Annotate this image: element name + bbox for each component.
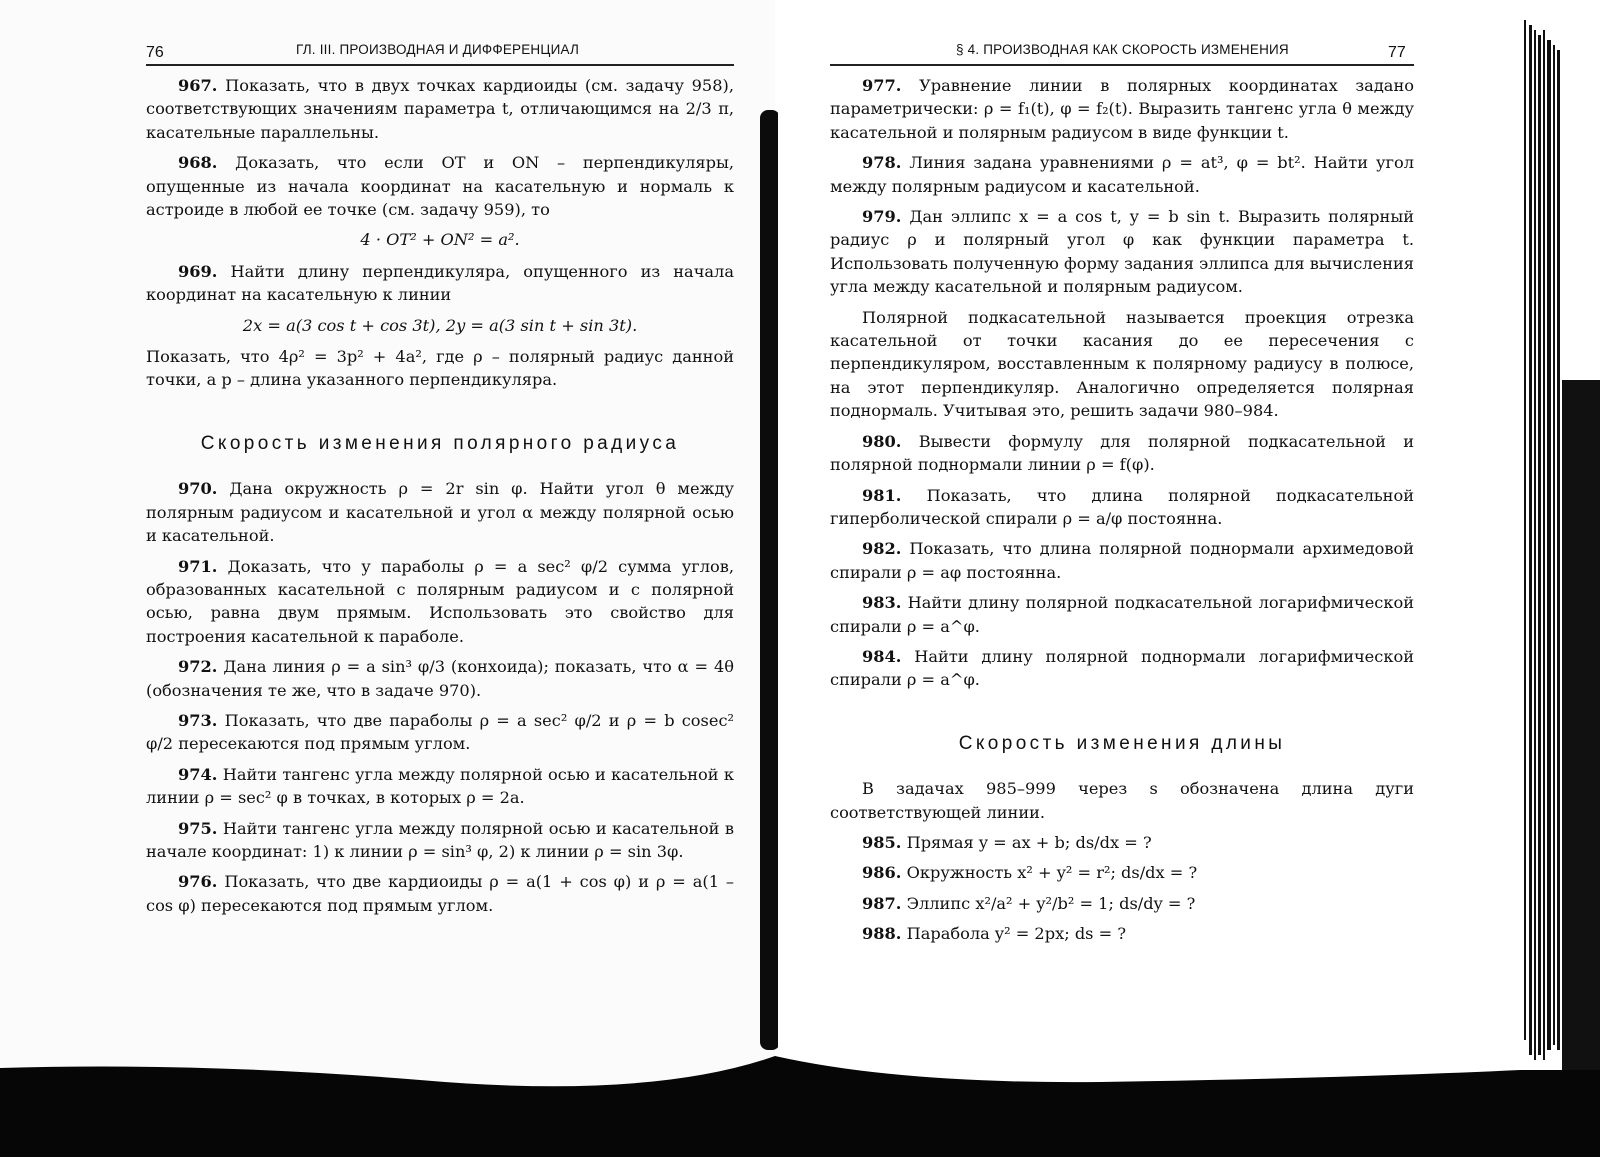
paragraph-text: Дан эллипс x = a cos t, y = b sin t. Выразить полярный радиус ρ и полярный угол φ как функции параметра t. Использовать полученную форму задания эллипса для вычисления угла между касательной и полярным радиусом.: [830, 207, 1414, 297]
problem-paragraph: [830, 645, 1414, 692]
problem-paragraph: [830, 205, 1414, 299]
problem-number: 980.: [862, 431, 902, 451]
paragraph-text: Прямая y = ax + b; ds/dx = ?: [901, 832, 1152, 852]
display-formula: 4 · OT² + ON² = a².: [360, 230, 520, 250]
problem-paragraph: [146, 709, 734, 756]
problem-paragraph: [830, 831, 1414, 854]
problem-number: 984.: [862, 646, 902, 666]
problem-number: 968.: [178, 153, 218, 173]
text-paragraph: [146, 345, 734, 392]
left-running-header: ГЛ. III. ПРОИЗВОДНАЯ И ДИФФЕРЕНЦИАЛ: [296, 42, 580, 57]
display-formula: 2x = a(3 cos t + cos 3t), 2y = a(3 sin t + sin 3t).: [242, 315, 638, 335]
paragraph-text: Найти длину полярной поднормали логарифмической спирали ρ = a^φ.: [830, 646, 1414, 690]
paragraph-text: Показать, что две параболы ρ = a sec² φ/2 и ρ = b cosec² φ/2 пересекаются под прямым углом.: [146, 710, 734, 754]
problem-number: 973.: [178, 710, 218, 730]
problem-paragraph: [146, 477, 734, 547]
left-page: [0, 0, 775, 1157]
problem-number: 983.: [862, 593, 902, 613]
problem-paragraph: [830, 591, 1414, 638]
paragraph-text: Линия задана уравнениями ρ = at³, φ = bt². Найти угол между полярным радиусом и касательной.: [830, 153, 1414, 196]
problem-paragraph: [830, 484, 1414, 531]
paragraph-text: Эллипс x²/a² + y²/b² = 1; ds/dy = ?: [901, 893, 1196, 913]
right-text-column: [830, 74, 1414, 953]
problem-number: 972.: [178, 657, 218, 677]
problem-paragraph: [830, 74, 1414, 144]
section-heading: Скорость изменения полярного радиуса: [200, 432, 680, 454]
problem-paragraph: [830, 537, 1414, 584]
problem-number: 976.: [178, 872, 218, 892]
paragraph-text: Уравнение линии в полярных координатах задано параметрически: ρ = f₁(t), φ = f₂(t). Выразить тангенс угла θ между касательной и полярным радиусом в виде функции t.: [830, 76, 1414, 142]
problem-paragraph: [146, 151, 734, 221]
problem-paragraph: [146, 817, 734, 864]
problem-paragraph: [146, 74, 734, 144]
paragraph-text: Доказать, что если OT и ON – перпендикуляры, опущенные из начала координат на касательную и нормаль к астроиде в любой ее точке (см. задачу 959), то: [146, 153, 734, 220]
problem-paragraph: [830, 151, 1414, 198]
left-text-column: [146, 74, 734, 924]
paragraph-text: Дана линия ρ = a sin³ φ/3 (конхоида); показать, что α = 4θ (обозначения те же, что в задаче 970).: [146, 657, 734, 700]
paragraph-text: Доказать, что у параболы ρ = a sec² φ/2 сумма углов, образованных касательной с полярным радиусом и с полярной осью, равна двум прямым. Использовать это свойство для построения касательной к параболе.: [146, 556, 734, 646]
book-binding-shadow: [760, 110, 780, 1050]
problem-number: 986.: [862, 863, 902, 883]
paragraph-text: Найти тангенс угла между полярной осью и касательной к линии ρ = sec² φ в точках, в которых ρ = 2a.: [146, 764, 734, 808]
problem-number: 969.: [178, 261, 218, 281]
paragraph-text: В задачах 985–999 через s обозначена длина дуги соответствующей линии.: [830, 779, 1414, 822]
paragraph-text: Найти длину перпендикуляра, опущенного из начала координат на касательную к линии: [146, 261, 734, 305]
text-paragraph: [830, 777, 1414, 824]
problem-paragraph: [830, 922, 1414, 945]
paragraph-text: Окружность x² + y² = r²; ds/dx = ?: [901, 863, 1198, 883]
problem-paragraph: [830, 861, 1414, 884]
paragraph-text: Показать, что длина полярной поднормали архимедовой спирали ρ = aφ постоянна.: [830, 539, 1414, 582]
paragraph-text: Дана окружность ρ = 2r sin φ. Найти угол θ между полярным радиусом и касательной и угол α между полярной осью и касательной.: [146, 479, 734, 546]
problem-paragraph: [146, 870, 734, 917]
problem-paragraph: [146, 260, 734, 307]
problem-paragraph: [146, 555, 734, 649]
paragraph-text: Показать, что в двух точках кардиоиды (см. задачу 958), соответствующих значениям параметра t, отличающимся на 2/3 π, касательные параллельны.: [146, 76, 734, 142]
right-page-number: 77: [1388, 44, 1406, 61]
section-heading: Скорость изменения длины: [958, 732, 1286, 754]
page-edges-svg: [1518, 0, 1600, 1157]
problem-number: 977.: [862, 76, 902, 95]
paragraph-text: Вывести формулу для полярной подкасательной и полярной поднормали линии ρ = f(φ).: [830, 431, 1414, 475]
problem-paragraph: [830, 892, 1414, 915]
problem-number: 971.: [178, 556, 218, 576]
problem-number: 985.: [862, 832, 902, 852]
problem-number: 974.: [178, 764, 218, 784]
problem-number: 988.: [862, 924, 902, 944]
text-paragraph: [830, 306, 1414, 423]
problem-number: 979.: [862, 207, 902, 227]
problem-number: 967.: [178, 76, 218, 95]
problem-number: 982.: [862, 539, 902, 559]
right-header-rule: [830, 64, 1414, 66]
problem-paragraph: [830, 430, 1414, 477]
problem-number: 975.: [178, 818, 218, 838]
right-page: [778, 0, 1518, 1157]
paragraph-text: Показать, что 4ρ² = 3p² + 4a², где ρ – полярный радиус данной точки, а p – длина указанного перпендикуляра.: [146, 347, 734, 390]
problem-number: 978.: [862, 153, 902, 173]
problem-paragraph: [146, 655, 734, 702]
problem-number: 981.: [862, 485, 902, 505]
left-header-rule: [146, 64, 734, 66]
paragraph-text: Найти тангенс угла между полярной осью и касательной в начале координат: 1) к линии ρ = sin³ φ, 2) к линии ρ = sin 3φ.: [146, 818, 734, 861]
page-edge-stack: [1518, 0, 1600, 1157]
paragraph-text: Парабола y² = 2px; ds = ?: [901, 924, 1127, 944]
problem-number: 987.: [862, 893, 902, 913]
paragraph-text: Показать, что две кардиоиды ρ = a(1 + cos φ) и ρ = a(1 – cos φ) пересекаются под прямым углом.: [146, 872, 734, 915]
problem-number: 970.: [178, 479, 218, 499]
paragraph-text: Найти длину полярной подкасательной логарифмической спирали ρ = a^φ.: [830, 593, 1414, 636]
bottom-shadow: [0, 1000, 1600, 1157]
problem-paragraph: [146, 763, 734, 810]
right-running-header: § 4. ПРОИЗВОДНАЯ КАК СКОРОСТЬ ИЗМЕНЕНИЯ: [956, 42, 1289, 57]
paragraph-text: Полярной подкасательной называется проекция отрезка касательной от точки касания до ее пересечения с перпендикуляром, восставленным к полярному радиусу в полюсе, на этот перпендикуляр. Аналогично определяется полярная поднормаль. Учитывая это, решить задачи 980–984.: [830, 307, 1414, 421]
paragraph-text: Показать, что длина полярной подкасательной гиперболической спирали ρ = a/φ постоянна.: [830, 485, 1414, 528]
left-page-number: 76: [146, 44, 164, 61]
